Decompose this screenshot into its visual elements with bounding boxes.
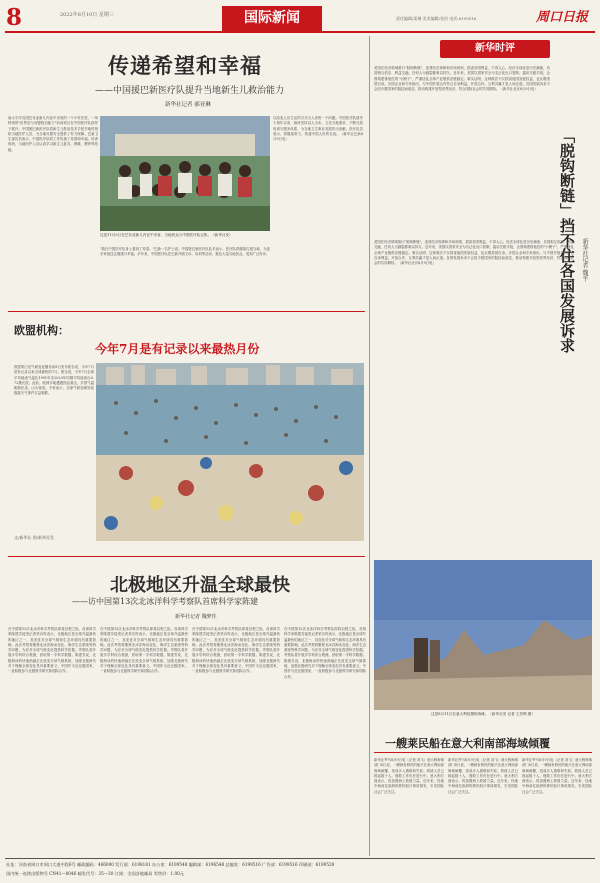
column-separator <box>369 36 370 856</box>
article1-body-left: 南太平洋岛国巴布亚新几内亚中央省的一个小村庄里，一场特别的"世界爱与母婴救治能力"培训项目在中国医疗队指导下展开。中国援巴新医疗队将新生儿救治技术手把手地传授给当地医护人员，为当地母婴安全提供了有力保障。巴新卫生部官员表示，中国医疗队的工作传递了希望和幸福。培训现场，当地医护人员认真学习新生儿复苏、保暖、喂养等技能。 <box>8 116 98 152</box>
editor-info: 责任编辑/姜琳 美术编辑/张培 电话:6199516 <box>396 16 477 21</box>
masthead-logo: 周口日报 <box>536 10 589 25</box>
article4-body-col2: 新华社罗马8月9日电（记者 刘飞）意大利海事部门8日说，一艘载有移民的船只在意大利南部海域倾覆，造成多人遇难和失踪。救援人员已救起数十人，搜救工作仍在进行中。意大利方面表示，将加强海上救援力量。近年来，经地中海前往欧洲的移民船只事故频发，引发国际社会广泛关注。 <box>448 758 518 794</box>
article1-photo-caption: 这是11月5日在巴布亚新几内亚中央省，当地民众与中国医疗队合影。（新华社发） <box>100 233 233 237</box>
article1-byline: 新华社记者 郝亚琳 <box>165 102 211 108</box>
page-number: 8 <box>6 4 23 31</box>
header-rule <box>5 31 595 33</box>
article3-title: 北极地区升温全球最快 <box>110 575 290 596</box>
article4-title-rule <box>374 752 592 753</box>
group-photo-image <box>100 116 270 231</box>
column-byline: 新华社记者 魏乎 <box>581 238 588 282</box>
article1-divider <box>8 311 365 312</box>
section-title: 国际新闻 <box>222 6 322 31</box>
article2-byline: 文/新华社 图/新华社发 <box>14 535 54 540</box>
article1-subtitle: ——中国援巴新医疗队提升当地新生儿救治能力 <box>95 86 285 96</box>
issue-date: 2022年8月10日 星期三 <box>60 12 114 18</box>
beach-photo <box>96 363 364 541</box>
article4-photo <box>374 560 592 710</box>
footer-rule <box>5 858 595 859</box>
article2-title: 今年7月是有记录以来最热月份 <box>95 342 260 356</box>
column-badge: 新华时评 <box>440 40 550 58</box>
article2-body: 欧盟哥白尼气候变化服务局8日发布报告说，今年7月是有记录以来全球最热的7月。报告说，今年7月全球平均地表气温比1991年至2020年同期平均值高出0.72摄氏度。此前，欧洲多地遭遇热浪袭击，多国气温刷新纪录，山火频发。专家表示，全球气候变暖导致极端天气事件日益频繁。 <box>14 365 94 396</box>
article4-title: 一艘莱民船在意大利南部海域倾覆 <box>385 737 550 750</box>
article4-body-col1: 新华社罗马8月9日电（记者 刘飞）意大利海事部门8日说，一艘载有移民的船只在意大利南部海域倾覆，造成多人遇难和失踪。救援人员已救起数十人，搜救工作仍在进行中。意大利方面表示，将加强海上救援力量。近年来，经地中海前往欧洲的移民船只事故频发，引发国际社会广泛关注。 <box>374 758 444 794</box>
article3-byline: 新华社记者 魏梦佳 <box>175 614 217 620</box>
article3-subtitle: ——访中国第13次北冰洋科学考察队首席科学家陈建 <box>72 597 259 606</box>
article3-body-col3: 在中国第13次北冰洋科学考察队即将启程之际，首席科学家陈建芳接受记者采访时表示，北极地区是全球升温最快的地区之一，其变化对全球气候和生态环境具有重要影响。此次考察将聚焦北冰洋海冰变化、海洋生态系统等科学问题，为应对全球气候变化提供科学依据。考察队将开展多学科综合观测，获取第一手科学数据。陈建芳说，北极海冰的快速消融正在改变全球气候系统，加强北极研究对于理解全球变化具有重要意义。中国作为近北极国家，一直积极参与北极科学研究和国际合作。 <box>192 627 280 674</box>
footer-line2: 国内统一连续出版物号 CN41—0046 邮发代号：35—30 订阅：全国各地邮局 零售价：1.00元 <box>6 871 184 876</box>
article2-divider <box>8 556 365 557</box>
article2-label: 欧盟机构： <box>14 324 69 337</box>
footer-line1: 社址：河南省周口市周口大道中段6号 邮政编码：466000 发行部：6198181 办公室：6199548 编辑部：6196548 总编室：6199516 广告部：6199516 印刷部：6199528 <box>6 862 335 867</box>
article3-body-col4: 在中国第13次北冰洋科学考察队即将启程之际，首席科学家陈建芳接受记者采访时表示，北极地区是全球升温最快的地区之一，其变化对全球气候和生态环境具有重要影响。此次考察将聚焦北冰洋海冰变化、海洋生态系统等科学问题，为应对全球气候变化提供科学依据。考察队将开展多学科综合观测，获取第一手科学数据。陈建芳说，北极海冰的快速消融正在改变全球气候系统，加强北极研究对于理解全球变化具有重要意义。中国作为近北极国家，一直积极参与北极科学研究和国际合作。 <box>284 627 366 679</box>
article4-body-col3: 新华社罗马8月9日电（记者 刘飞）意大利海事部门8日说，一艘载有移民的船只在意大利南部海域倾覆，造成多人遇难和失踪。救援人员已救起数十人，搜救工作仍在进行中。意大利方面表示，将加强海上救援力量。近年来，经地中海前往欧洲的移民船只事故频发，引发国际社会广泛关注。 <box>522 758 592 794</box>
article4-photo-caption: 这是8月11日在意大利拍摄的海滩。（新华社发 记者 王昌利 摄） <box>431 712 535 716</box>
crowded-beach-image <box>96 363 364 541</box>
column-body-bottom: 美国在经济领域推行"脱钩断链"，违背经济规律和市场规则，损害各国利益，不得人心。经济全球化是历史潮流，各国相互依存、利益交融，任何人为割裂都难以持久。近年来，美国以国家安全为名泛化出口管制，滥用关税手段，企图构建排他性的"小圈子"，严重扰乱全球产业链供应链稳定。事实证明，这种做法不仅损害他国发展权益，也反噬美国自身。多国企业和专家指出，与中国开展合作符合自身利益。开放合作、互利共赢才是人间正道。各国发展诉求不会因少数国家的阻挠而改变，推动构建开放型世界经济，符合国际社会的共同期待。（新华社北京8月9日电） <box>374 240 574 266</box>
article3-body-col2: 在中国第13次北冰洋科学考察队即将启程之际，首席科学家陈建芳接受记者采访时表示，北极地区是全球升温最快的地区之一，其变化对全球气候和生态环境具有重要影响。此次考察将聚焦北冰洋海冰变化、海洋生态系统等科学问题，为应对全球气候变化提供科学依据。考察队将开展多学科综合观测，获取第一手科学数据。陈建芳说，北极海冰的快速消融正在改变全球气候系统，加强北极研究对于理解全球变化具有重要意义。中国作为近北极国家，一直积极参与北极科学研究和国际合作。 <box>100 627 188 674</box>
column-title: 「脱钩断链」挡不住各国发展诉求 <box>558 128 576 353</box>
coastal-structure-image <box>374 560 592 710</box>
article1-body-mid: "我在中国医疗队身上看到了希望。"巴新一名护士说。中国援巴新医疗队队长表示，医疗队将继续扎根当地，为更多家庭送去健康与幸福。多年来，中国医疗队在巴新开展义诊、培训等活动，惠及大量当地民众，受到广泛好评。 <box>100 247 270 257</box>
article1-title: 传递希望和幸福 <box>108 53 262 78</box>
column-body-top: 美国在经济领域推行"脱钩断链"，违背经济规律和市场规则，损害各国利益，不得人心。经济全球化是历史潮流，各国相互依存、利益交融，任何人为割裂都难以持久。近年来，美国以国家安全为名泛化出口管制，滥用关税手段，企图构建排他性的"小圈子"，严重扰乱全球产业链供应链稳定。事实证明，这种做法不仅损害他国发展权益，也反噬美国自身。多国企业和专家指出，与中国开展合作符合自身利益。开放合作、互利共赢才是人间正道。各国发展诉求不会因少数国家的阻挠而改变，推动构建开放型世界经济，符合国际社会的共同期待。（新华社北京8月9日电） <box>374 66 550 92</box>
article3-body-col1: 在中国第13次北冰洋科学考察队即将启程之际，首席科学家陈建芳接受记者采访时表示，北极地区是全球升温最快的地区之一，其变化对全球气候和生态环境具有重要影响。此次考察将聚焦北冰洋海冰变化、海洋生态系统等科学问题，为应对全球气候变化提供科学依据。考察队将开展多学科综合观测，获取第一手科学数据。陈建芳说，北极海冰的快速消融正在改变全球气候系统，加强北极研究对于理解全球变化具有重要意义。中国作为近北极国家，一直积极参与北极科学研究和国际合作。 <box>8 627 96 674</box>
article1-photo <box>100 116 270 231</box>
article1-body-right: 以改变人们生活的方式为人民的一个问题。中国医疗队援外十周年以来，始终坚持以人为本，立足当地需求，不断完善培训与服务体系，为当地卫生事业发展作出贡献。医疗队员表示，将继续努力，传递中国人民的友谊。（新华社巴新8月9日电） <box>273 116 363 142</box>
